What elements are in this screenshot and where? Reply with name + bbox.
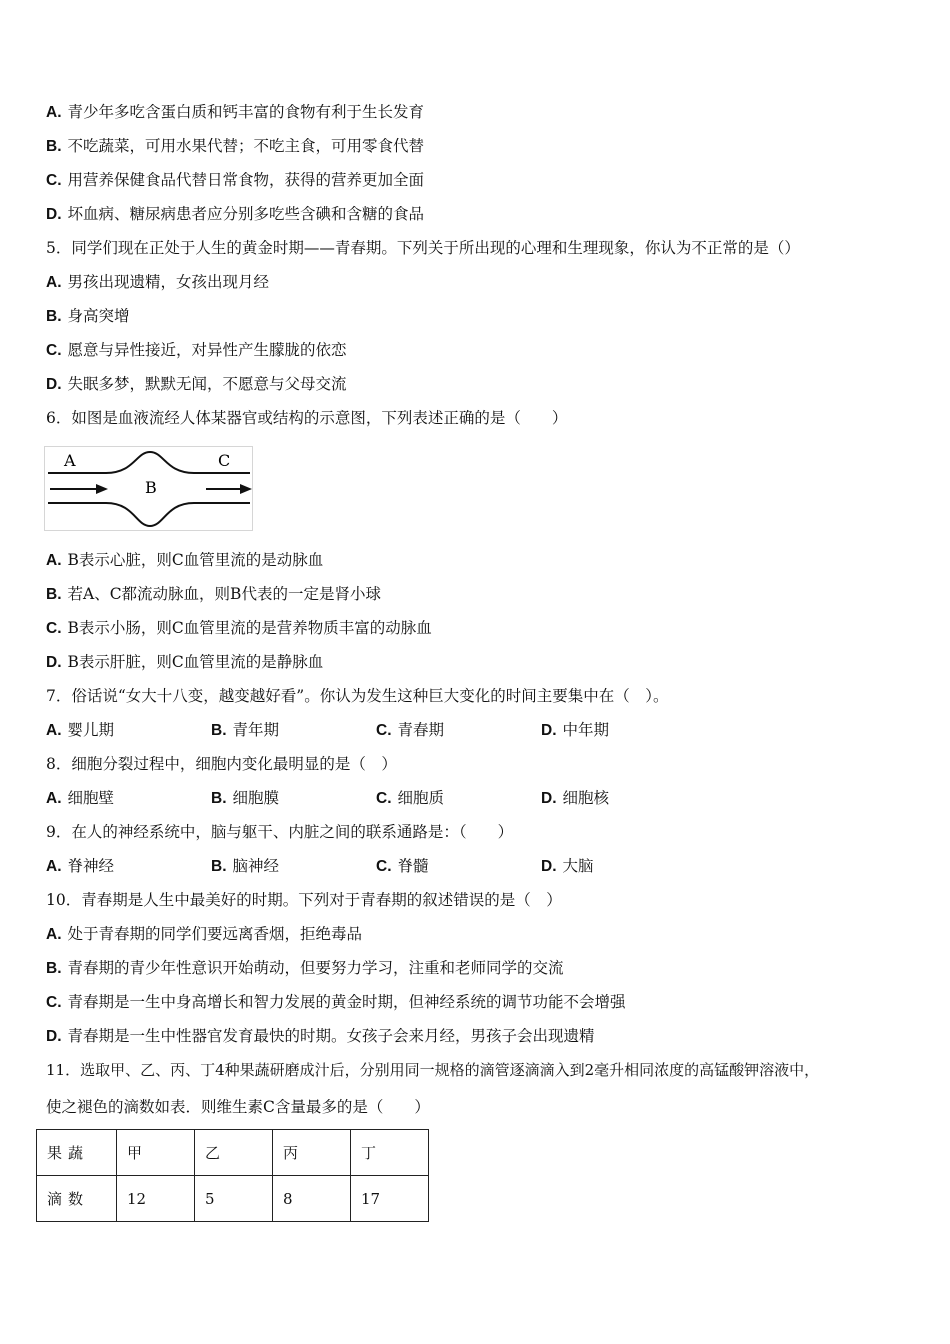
- q6-option-b: B. 若A、C都流动脉血，则B代表的一定是肾小球: [46, 585, 381, 603]
- q8-option-d: D. 细胞核: [541, 789, 610, 807]
- q7-option-c: C. 青春期: [376, 721, 445, 739]
- q6-option-a: A. B表示心脏，则C血管里流的是动脉血: [46, 551, 324, 569]
- q4-option-b: B. 不吃蔬菜，可用水果代替；不吃主食，可用零食代替: [46, 137, 425, 155]
- q8-option-b: B. 细胞膜: [211, 789, 280, 807]
- q5-option-a: A. 男孩出现遗精，女孩出现月经: [46, 273, 270, 291]
- vessel-lower-wall: [48, 503, 250, 526]
- q10-option-b: B. 青春期的青少年性意识开始萌动，但要努力学习，注重和老师同学的交流: [46, 959, 564, 977]
- q11-data-table: [36, 1129, 429, 1222]
- q5-option-d: D. 失眠多梦，默默无闻，不愿意与父母交流: [46, 375, 347, 393]
- table-cell: 8: [273, 1176, 351, 1222]
- q6-stem: 6．如图是血液流经人体某器官或结构的示意图，下列表述正确的是（ ）: [46, 409, 568, 427]
- q10-option-d: D. 青春期是一生中性器官发育最快的时期。女孩子会来月经，男孩子会出现遗精: [46, 1027, 595, 1045]
- q7-option-d: D. 中年期: [541, 721, 610, 739]
- q5-stem: 5．同学们现在正处于人生的黄金时期——青春期。下列关于所出现的心理和生理现象，你认为不正常的是（）: [46, 239, 800, 257]
- q9-option-a: A. 脊神经: [46, 857, 115, 875]
- q10-stem: 10．青春期是人生中最美好的时期。下列对于青春期的叙述错误的是（ ）: [46, 891, 562, 909]
- q8-option-c: C. 细胞质: [376, 789, 445, 807]
- table-cell: 12: [117, 1176, 195, 1222]
- q4-option-c: C. 用营养保健食品代替日常食物，获得的营养更加全面: [46, 171, 425, 189]
- table-row: [37, 1176, 429, 1222]
- table-header-cell: 甲: [117, 1130, 195, 1176]
- q10-option-a: A. 处于青春期的同学们要远离香烟，拒绝毒品: [46, 925, 363, 943]
- blood-flow-diagram: [44, 446, 254, 532]
- table-row: [37, 1130, 429, 1176]
- q10-option-c: C. 青春期是一生中身高增长和智力发展的黄金时期，但神经系统的调节功能不会增强: [46, 993, 626, 1011]
- q7-option-a: A. 婴儿期: [46, 721, 115, 739]
- q6-option-c: C. B表示小肠，则C血管里流的是营养物质丰富的动脉血: [46, 619, 432, 637]
- q9-stem: 9．在人的神经系统中，脑与躯干、内脏之间的联系通路是：（ ）: [46, 823, 514, 841]
- q5-option-b: B. 身高突增: [46, 307, 130, 325]
- table-header-cell: 果蔬: [37, 1130, 117, 1176]
- table-cell: 滴数: [37, 1176, 117, 1222]
- q4-option-a: A. 青少年多吃含蛋白质和钙丰富的食物有利于生长发育: [46, 103, 425, 121]
- diagram-label-a: A: [64, 451, 76, 470]
- table-header-cell: 丁: [351, 1130, 429, 1176]
- q5-option-c: C. 愿意与异性接近，对异性产生朦胧的依恋: [46, 341, 347, 359]
- q9-option-c: C. 脊髓: [376, 857, 429, 875]
- q9-option-d: D. 大脑: [541, 857, 594, 875]
- q6-option-d: D. B表示肝脏，则C血管里流的是静脉血: [46, 653, 324, 671]
- q8-stem: 8．细胞分裂过程中，细胞内变化最明显的是（ ）: [46, 755, 397, 773]
- q7-option-b: B. 青年期: [211, 721, 280, 739]
- table-header-cell: 乙: [195, 1130, 273, 1176]
- q4-option-d: D. 坏血病、糖尿病患者应分别多吃些含碘和含糖的食品: [46, 205, 425, 223]
- diagram-label-c: C: [218, 451, 231, 470]
- table-header-cell: 丙: [273, 1130, 351, 1176]
- flow-arrow-in-icon: [96, 484, 108, 494]
- q11-stem-line1: 11．选取甲、乙、丙、丁4种果蔬研磨成汁后，分别用同一规格的滴管逐滴滴入到2毫升相同浓度的高锰酸钾溶液中，: [46, 1061, 820, 1079]
- flow-arrow-out-icon: [240, 484, 252, 494]
- diagram-label-b: B: [145, 478, 157, 497]
- q9-option-b: B. 脑神经: [211, 857, 280, 875]
- q7-stem: 7．俗话说“女大十八变，越变越好看”。你认为发生这种巨大变化的时间主要集中在（ ）。: [46, 687, 669, 705]
- table-cell: 17: [351, 1176, 429, 1222]
- q11-stem-line2: 使之褪色的滴数如表．则维生素C含量最多的是（ ）: [46, 1098, 430, 1116]
- table-cell: 5: [195, 1176, 273, 1222]
- q8-option-a: A. 细胞壁: [46, 789, 115, 807]
